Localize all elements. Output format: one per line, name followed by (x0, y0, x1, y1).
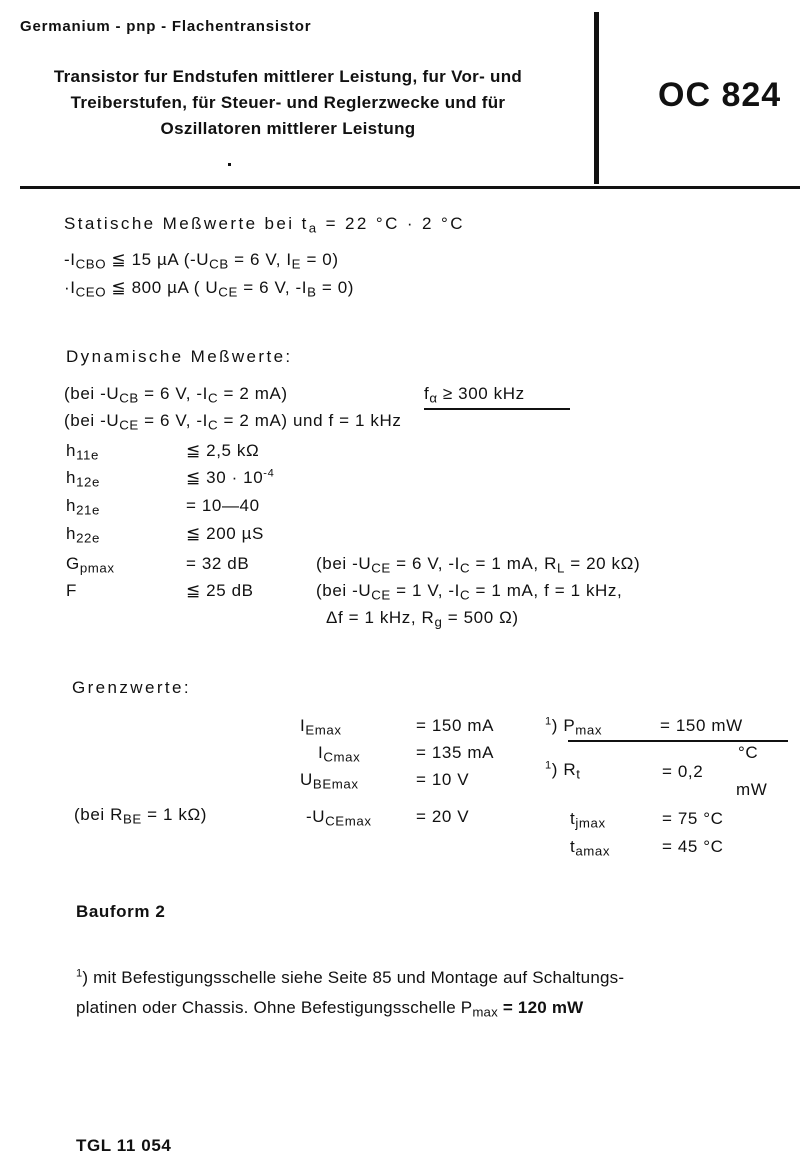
f-alpha: $f_\alpha \ge 300$ kHz (424, 384, 525, 406)
param-value: = 10—40 (186, 496, 260, 515)
iemax-value: = 150 mA (416, 716, 495, 735)
ubemax-symbol: $U_{BEmax}$ (300, 770, 359, 792)
param-symbol: F (66, 581, 77, 600)
speck (228, 163, 231, 166)
footnote-line-1: $^1$) mit Befestigungsschelle siehe Seite 85 und Montage auf Schaltungs- (76, 967, 625, 987)
header-vertical-rule (594, 12, 599, 184)
param-value: ≦ 2,5 kΩ (186, 441, 260, 460)
param-symbol: $h_{12e}$ (66, 468, 100, 490)
ubemax-value: = 10 V (416, 770, 470, 789)
dyn-cond-2: (bei $-U_{CE} = 6$ V, $-I_C = 2$ mA) und f = 1 kHz (64, 411, 402, 433)
tamax-symbol: $t_{amax}$ (570, 837, 611, 859)
icbo-row: $-I_{CBO}$ ≦ 15 µA ($-U_{CB} = 6$ V, $I_E = 0$) (64, 250, 339, 272)
icmax-symbol: $I_{Cmax}$ (318, 743, 361, 765)
pmax-symbol: $^1$) $P_{max}$ (545, 715, 603, 738)
gp-condition: (bei $-U_{CE} = 6$ V, $-I_C = 1$ mA, $R_L = 20$ kΩ) (316, 554, 641, 576)
rbe-note: (bei $R_{BE} = 1$ kΩ) (74, 805, 208, 827)
bauform: Bauform 2 (76, 902, 166, 921)
rt-value: = 0,2 (662, 762, 704, 781)
f-condition-1: (bei $-U_{CE} = 1$ V, $-I_C = 1$ mA, f = 1 kHz, (316, 581, 623, 603)
static-heading: Statische Meßwerte bei $t_a = 22$ °C · 2 °C (64, 214, 465, 236)
dyn-cond-1: (bei $-U_{CB} = 6$ V, $-I_C = 2$ mA) (64, 384, 288, 406)
param-symbol: $h_{11e}$ (66, 441, 99, 463)
f-alpha-underline (424, 408, 570, 410)
param-value: ≦ $30 \cdot 10^{-4}$ (186, 467, 275, 487)
standard-number: TGL 11 054 (76, 1136, 172, 1155)
param-symbol: $h_{22e}$ (66, 524, 100, 546)
param-symbol: $h_{21e}$ (66, 496, 100, 518)
rt-unit-denominator: mW (736, 780, 768, 799)
device-kind: Germanium - pnp - Flachentransistor (20, 18, 312, 35)
iemax-symbol: $I_{Emax}$ (300, 716, 342, 738)
tjmax-value: = 75 °C (662, 809, 724, 828)
param-value: ≦ 200 µS (186, 524, 264, 543)
pmax-value: = 150 mW (660, 716, 743, 735)
rt-symbol: $^1$) $R_t$ (545, 759, 581, 782)
param-symbol: $G_{pmax}$ (66, 554, 115, 576)
rt-unit-numerator: °C (738, 743, 759, 762)
iceo-row: $\cdot I_{CEO}$ ≦ 800 µA ( $U_{CE} = 6$ V, $-I_B = 0$) (64, 278, 355, 300)
f-condition-2: Δf = 1 kHz, $R_g = 500$ Ω) (326, 608, 519, 630)
limits-heading: Grenzwerte: (72, 678, 191, 697)
footnote-line-2: platinen oder Chassis. Ohne Befestigungsschelle $P_{max} = 120$ mW (76, 998, 584, 1020)
icmax-value: = 135 mA (416, 743, 495, 762)
ucemax-value: = 20 V (416, 807, 470, 826)
tamax-value: = 45 °C (662, 837, 724, 856)
ucemax-symbol: $-U_{CEmax}$ (306, 807, 372, 829)
pmax-underline (568, 740, 788, 742)
device-description: Transistor fur Endstufen mittlerer Leistung, fur Vor- und Treiberstufen, für Steuer- und Reglerzwecke und für Oszillatoren mittlerer Leistung (53, 67, 523, 138)
dynamic-heading: Dynamische Meßwerte: (66, 347, 293, 366)
param-value: = 32 dB (186, 554, 250, 573)
header-horizontal-rule (20, 186, 800, 189)
model-number: OC 824 (658, 76, 782, 114)
param-value: ≦ 25 dB (186, 581, 254, 600)
tjmax-symbol: $t_{jmax}$ (570, 809, 606, 831)
